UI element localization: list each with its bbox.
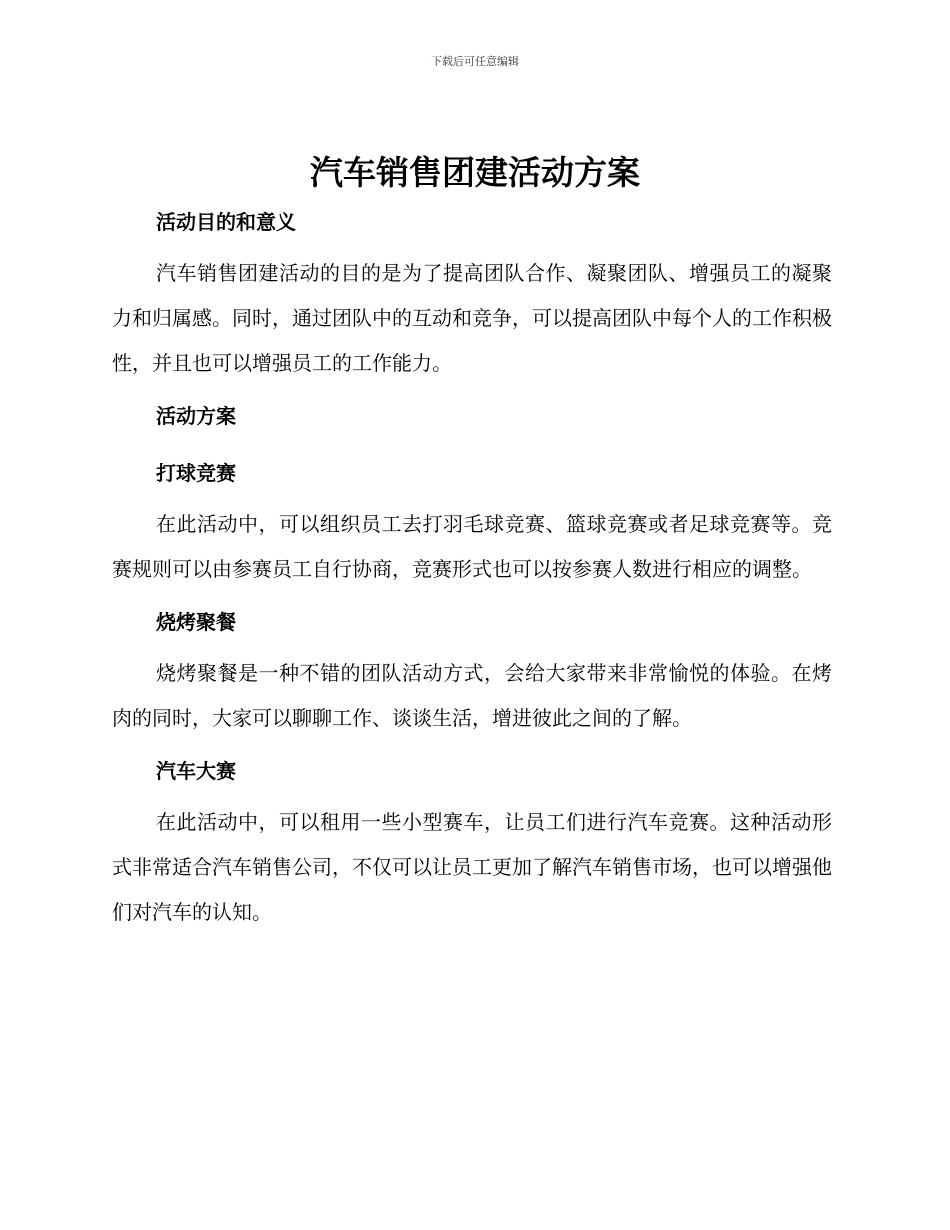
paragraph-ball-game: 在此活动中，可以组织员工去打羽毛球竞赛、篮球竞赛或者足球竞赛等。竞赛规则可以由参赛员工自行协商，竞赛形式也可以按参赛人数进行相应的调整。 [112, 512, 832, 581]
paragraph-purpose: 汽车销售团建活动的目的是为了提高团队合作、凝聚团队、增强员工的凝聚力和归属感。同时，通过团队中的互动和竞争，可以提高团队中每个人的工作积极性，并且也可以增强员工的工作能力。 [112, 261, 832, 375]
section-heading-plan: 活动方案 [156, 404, 236, 428]
section-heading-ball-game: 打球竞赛 [156, 461, 236, 485]
document-title: 汽车销售团建活动方案 [310, 153, 640, 192]
page-header-note: 下载后可任意编辑 [431, 55, 519, 68]
section-heading-purpose: 活动目的和意义 [156, 210, 296, 234]
section-heading-bbq: 烧烤聚餐 [156, 610, 236, 634]
paragraph-bbq: 烧烤聚餐是一种不错的团队活动方式，会给大家带来非常愉悦的体验。在烤肉的同时，大家可以聊聊工作、谈谈生活，增进彼此之间的了解。 [112, 661, 832, 730]
paragraph-car-race: 在此活动中，可以租用一些小型赛车，让员工们进行汽车竞赛。这种活动形式非常适合汽车销售公司，不仅可以让员工更加了解汽车销售市场，也可以增强他们对汽车的认知。 [112, 810, 832, 924]
document-body [112, 204, 832, 935]
section-heading-car-race: 汽车大赛 [156, 759, 236, 783]
